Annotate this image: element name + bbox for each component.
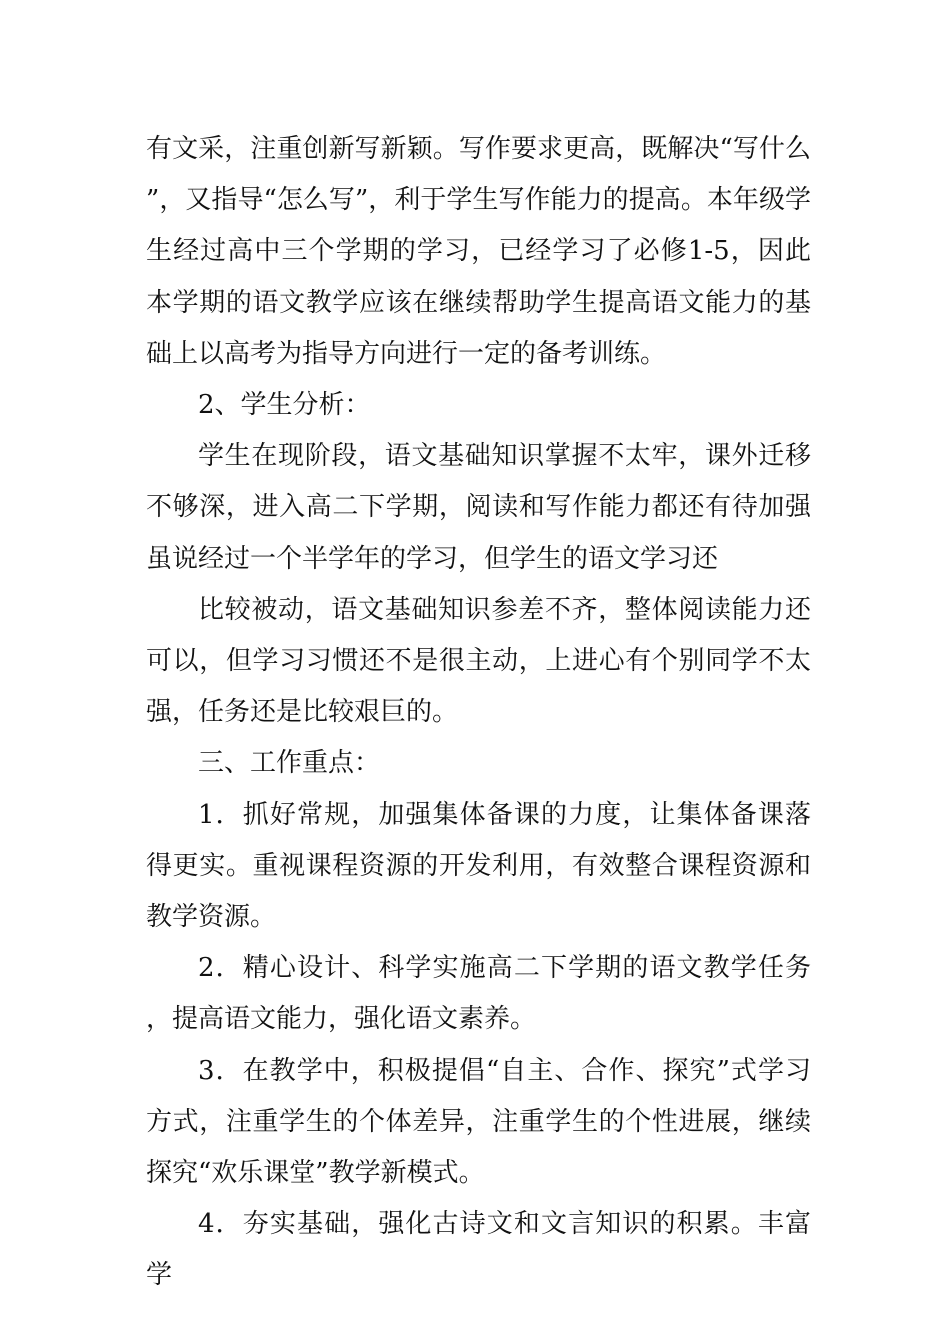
document-body	[146, 124, 811, 1302]
work-item-4: 4．夯实基础，强化古诗文和文言知识的积累。丰富学	[146, 1209, 811, 1291]
paragraph-intro-continuation: 有文采，注重创新写新颖。写作要求更高，既解决“写什么”，又指导“怎么写”，利于学生写作能力的提高。本年级学生经过高中三个学期的学习，已经学习了必修1-5，因此本学期的语文教学应该在继续帮助学生提高语文能力的基础上以高考为指导方向进行一定的备考训练。	[146, 134, 811, 369]
paragraph-student-status: 学生在现阶段，语文基础知识掌握不太牢，课外迁移不够深，进入高二下学期，阅读和写作能力都还有待加强虽说经过一个半学年的学习，但学生的语文学习还	[146, 441, 811, 574]
work-item-3: 3．在教学中，积极提倡“自主、合作、探究”式学习方式，注重学生的个体差异，注重学生的个性进展，继续探究“欢乐课堂”教学新模式。	[146, 1055, 811, 1189]
heading-work-focus: 三、工作重点：	[198, 748, 381, 779]
paragraph-student-habits: 比较被动，语文基础知识参差不齐，整体阅读能力还可以，但学习习惯还不是很主动，上进心有个别同学不太强，任务还是比较艰巨的。	[146, 594, 811, 728]
work-item-1: 1．抓好常规，加强集体备课的力度，让集体备课落得更实。重视课程资源的开发利用，有效整合课程资源和教学资源。	[146, 799, 811, 933]
work-item-2: 2．精心设计、科学实施高二下学期的语文教学任务，提高语文能力，强化语文素养。	[146, 953, 811, 1035]
heading-student-analysis: 2、学生分析：	[198, 390, 371, 421]
